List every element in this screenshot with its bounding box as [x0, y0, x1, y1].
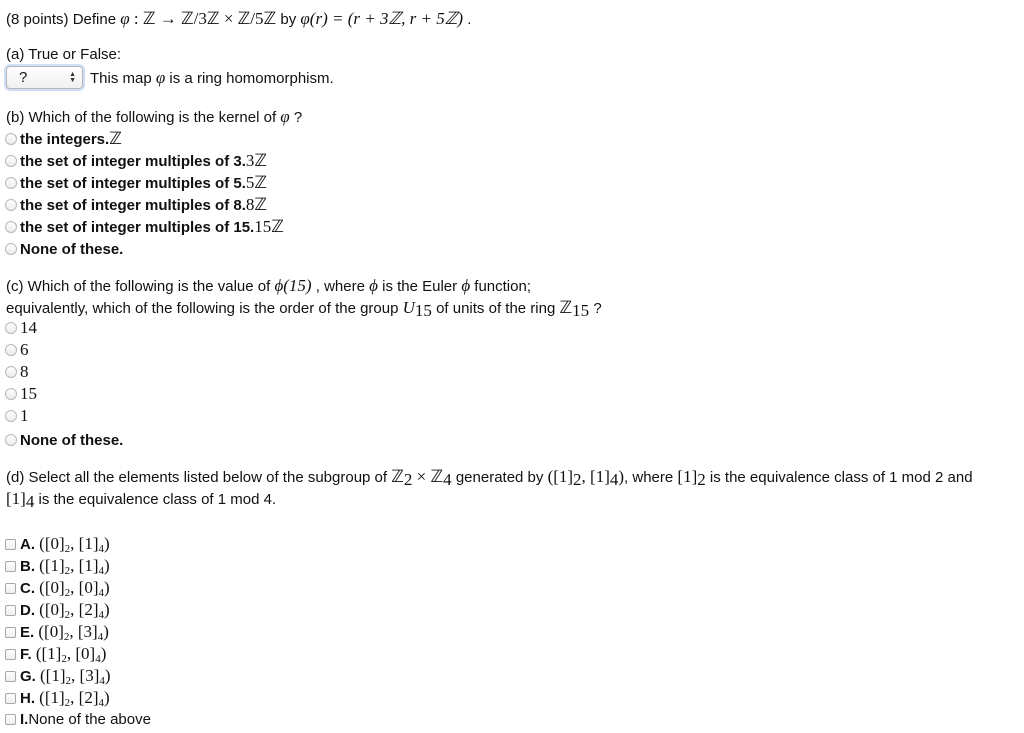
part-d-question-line2: $[1]_4$ is the equivalence class of 1 mod 4.: [6, 489, 277, 511]
problem-header: (8 points) Define φ : ℤ → ℤ/3ℤ × ℤ/5ℤ by φ(r) = (r + 3ℤ, r + 5ℤ) .: [6, 9, 472, 28]
checkbox[interactable]: [5, 605, 16, 616]
part-c-question-line1: (c) Which of the following is the value of ϕ(15) , where ϕ is the Euler ϕ function;: [6, 276, 531, 295]
radio-button[interactable]: [5, 322, 17, 334]
checkbox[interactable]: [5, 693, 16, 704]
euler-option-2[interactable]: 6: [5, 340, 29, 360]
kernel-option-6[interactable]: None of these.: [5, 239, 123, 259]
euler-option-3[interactable]: 8: [5, 362, 29, 382]
radio-button[interactable]: [5, 410, 17, 422]
kernel-option-4[interactable]: the set of integer multiples of 8. 8ℤ: [5, 195, 267, 215]
element-option-h[interactable]: H. ($[1]_2$, $[2]_4$): [5, 688, 110, 708]
checkbox[interactable]: [5, 539, 16, 550]
radio-button[interactable]: [5, 177, 17, 189]
radio-button[interactable]: [5, 199, 17, 211]
checkbox[interactable]: [5, 714, 16, 725]
checkbox[interactable]: [5, 627, 16, 638]
part-d-question-line1: (d) Select all the elements listed below of the subgroup of ℤ$_2$ × ℤ$_4$ generated by ($[1]_2$, $[1]_4$), where $[1]_2$ is the equivalence class of 1 mod 2 and: [6, 467, 973, 489]
part-b-question: (b) Which of the following is the kernel of φ ?: [6, 107, 303, 126]
element-option-i[interactable]: I. None of the above: [5, 709, 151, 729]
radio-button[interactable]: [5, 344, 17, 356]
radio-button[interactable]: [5, 133, 17, 145]
euler-option-6[interactable]: None of these.: [5, 430, 123, 450]
euler-option-1[interactable]: 14: [5, 318, 37, 338]
element-option-a[interactable]: A. ($[0]_2$, $[1]_4$): [5, 534, 110, 554]
checkbox[interactable]: [5, 583, 16, 594]
select-value: ?: [19, 69, 28, 86]
radio-button[interactable]: [5, 221, 17, 233]
true-false-select[interactable]: [6, 66, 83, 89]
element-option-d[interactable]: D. ($[0]_2$, $[2]_4$): [5, 600, 110, 620]
kernel-option-3[interactable]: the set of integer multiples of 5. 5ℤ: [5, 173, 267, 193]
checkbox[interactable]: [5, 649, 16, 660]
kernel-option-1[interactable]: the integers. ℤ: [5, 129, 122, 149]
kernel-option-5[interactable]: the set of integer multiples of 15. 15ℤ: [5, 217, 284, 237]
radio-button[interactable]: [5, 388, 17, 400]
radio-button[interactable]: [5, 366, 17, 378]
kernel-option-2[interactable]: the set of integer multiples of 3. 3ℤ: [5, 151, 267, 171]
select-arrows-icon: ▲ ▼: [69, 70, 76, 84]
element-option-g[interactable]: G. ($[1]_2$, $[3]_4$): [5, 666, 111, 686]
element-option-c[interactable]: C. ($[0]_2$, $[0]_4$): [5, 578, 110, 598]
part-a-label: (a) True or False:: [6, 46, 122, 63]
element-option-e[interactable]: E. ($[0]_2$, $[3]_4$): [5, 622, 109, 642]
part-a-statement: This map φ is a ring homomorphism.: [90, 68, 334, 87]
part-c-question-line2: equivalently, which of the following is the order of the group $U_{15}$ of units of the ring ℤ$_{15}$ ?: [6, 298, 602, 320]
checkbox[interactable]: [5, 671, 16, 682]
radio-button[interactable]: [5, 155, 17, 167]
radio-button[interactable]: [5, 243, 17, 255]
element-option-f[interactable]: F. ($[1]_2$, $[0]_4$): [5, 644, 106, 664]
euler-option-4[interactable]: 15: [5, 384, 37, 404]
element-option-b[interactable]: B. ($[1]_2$, $[1]_4$): [5, 556, 110, 576]
checkbox[interactable]: [5, 561, 16, 572]
euler-option-5[interactable]: 1: [5, 406, 29, 426]
radio-button[interactable]: [5, 434, 17, 446]
